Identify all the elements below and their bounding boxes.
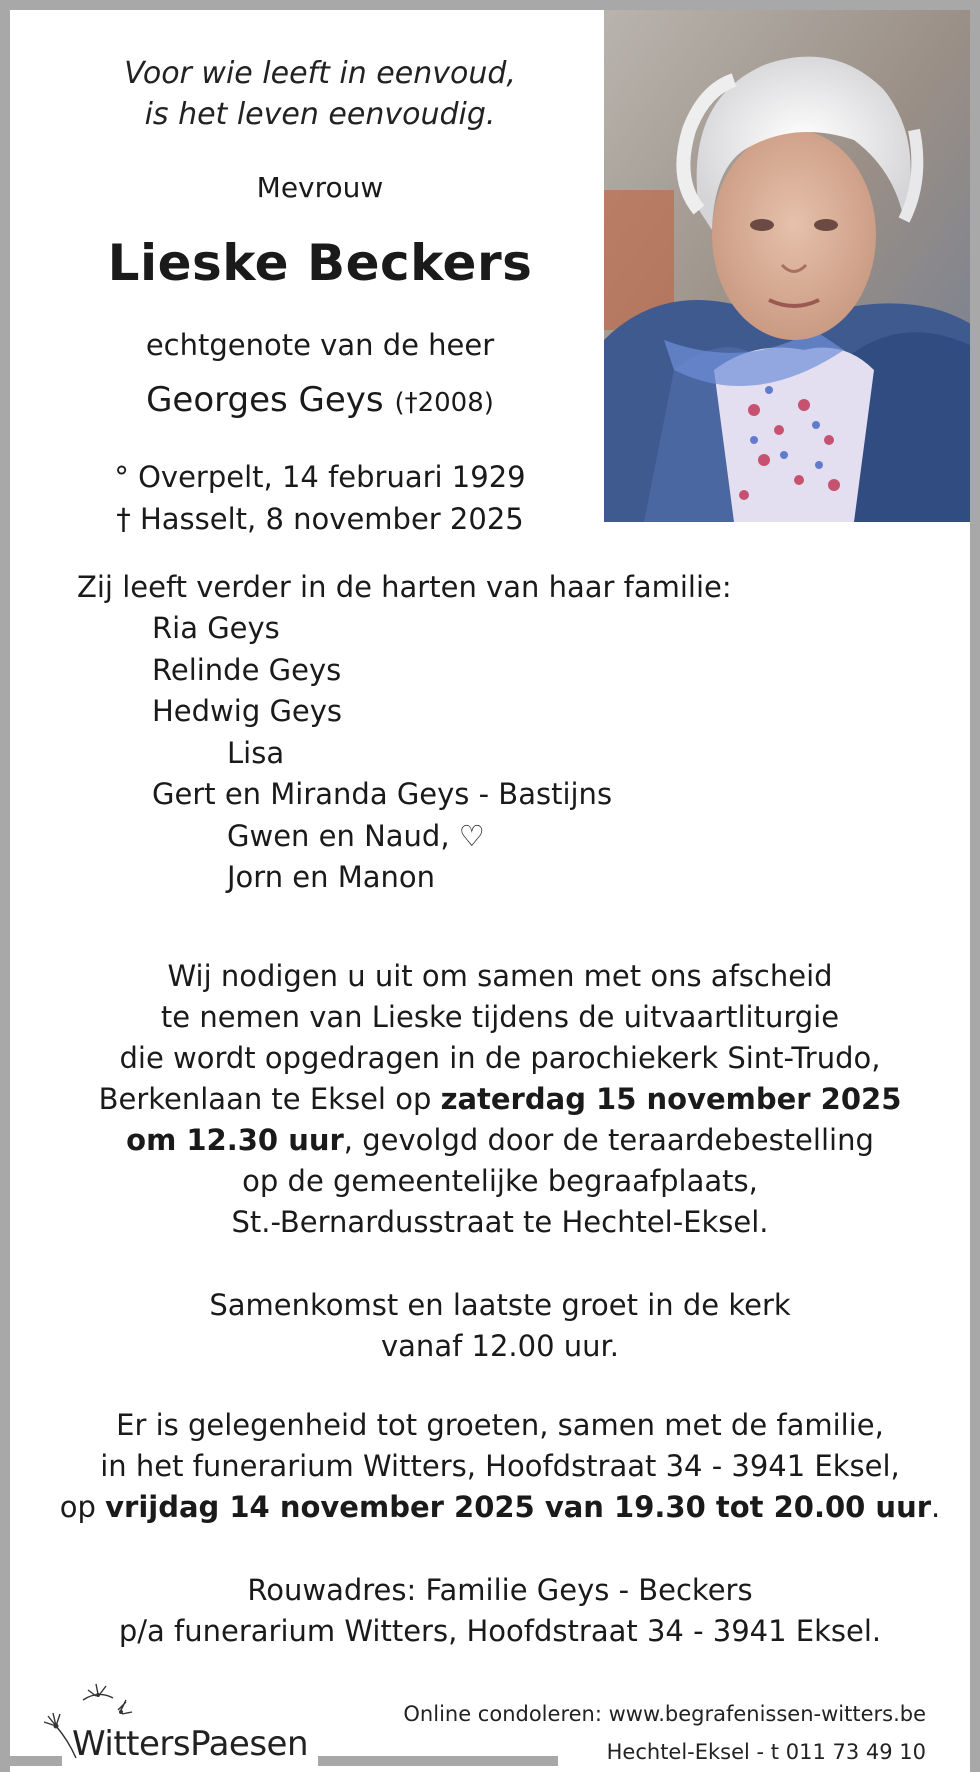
invitation-location: Berkenlaan te Eksel op bbox=[98, 1082, 441, 1116]
family-member: Hedwig Geys bbox=[152, 694, 343, 728]
family-member: Jorn en Manon bbox=[227, 860, 436, 894]
visitation-prefix: op bbox=[59, 1490, 106, 1524]
gathering-line: vanaf 12.00 uur. bbox=[381, 1329, 619, 1363]
life-dates bbox=[30, 456, 610, 540]
quote-line-2: is het leven eenvoudig. bbox=[144, 97, 496, 132]
portrait-photo bbox=[604, 10, 980, 522]
family-member: Lisa bbox=[227, 736, 285, 770]
mourning-address bbox=[20, 1570, 980, 1652]
invitation-line: te nemen van Lieske tijdens de uitvaartliturgie bbox=[160, 1000, 840, 1034]
visitation-suffix: . bbox=[931, 1490, 941, 1524]
invitation-line bbox=[20, 1079, 980, 1120]
family-intro: Zij leeft verder in de harten van haar familie: bbox=[77, 570, 732, 604]
gathering-info bbox=[20, 1285, 980, 1367]
funeral-date: zaterdag 15 november 2025 bbox=[440, 1082, 902, 1116]
invitation-line bbox=[20, 1120, 980, 1161]
address-line: p/a funerarium Witters, Hoofdstraat 34 - 3941 Eksel. bbox=[118, 1614, 882, 1648]
death-date: † Hasselt, 8 november 2025 bbox=[116, 502, 524, 536]
spouse-death-note: (†2008) bbox=[394, 388, 494, 418]
deceased-name: Lieske Beckers bbox=[107, 234, 533, 292]
quote-line-1: Voor wie leeft in eenvoud, bbox=[124, 56, 516, 91]
funeral-time: om 12.30 uur bbox=[126, 1123, 344, 1157]
portrait-image-icon bbox=[604, 10, 980, 522]
birth-date: ° Overpelt, 14 februari 1929 bbox=[114, 460, 526, 494]
family-member: Ria Geys bbox=[152, 611, 280, 645]
logo-wordmark: WittersPaesen bbox=[72, 1724, 308, 1764]
invitation-line: die wordt opgedragen in de parochiekerk Sint-Trudo, bbox=[119, 1041, 881, 1075]
invitation-line: op de gemeentelijke begraafplaats, bbox=[242, 1164, 758, 1198]
visitation-info bbox=[20, 1405, 980, 1528]
funeral-invitation bbox=[20, 956, 980, 1243]
honorific: Mevrouw bbox=[256, 171, 384, 204]
visitation-datetime: vrijdag 14 november 2025 van 19.30 tot 20.00 uur bbox=[105, 1490, 932, 1524]
footer-bar-right bbox=[318, 1756, 558, 1766]
visitation-line: in het funerarium Witters, Hoofdstraat 34 - 3941 Eksel, bbox=[100, 1449, 900, 1483]
invitation-burial: , gevolgd door de teraardebestelling bbox=[343, 1123, 874, 1157]
spouse-name-text: Georges Geys bbox=[146, 380, 384, 420]
online-condolence: Online condoleren: www.begrafenissen-witters.be bbox=[403, 1702, 926, 1726]
funeral-home-contact: Hechtel-Eksel - t 011 73 49 10 bbox=[606, 1740, 926, 1764]
quote bbox=[30, 53, 610, 135]
gathering-line: Samenkomst en laatste groet in de kerk bbox=[209, 1288, 791, 1322]
visitation-line bbox=[20, 1487, 980, 1528]
invitation-line: St.-Bernardusstraat te Hechtel-Eksel. bbox=[231, 1205, 769, 1239]
address-line: Rouwadres: Familie Geys - Beckers bbox=[247, 1573, 753, 1607]
footer-bar-left bbox=[0, 1756, 62, 1766]
relation-text: echtgenote van de heer bbox=[145, 328, 495, 362]
spouse-name bbox=[30, 380, 610, 420]
visitation-line: Er is gelegenheid tot groeten, samen met de familie, bbox=[116, 1408, 884, 1442]
family-member: Gwen en Naud, ♡ bbox=[227, 819, 485, 853]
invitation-line: Wij nodigen u uit om samen met ons afscheid bbox=[167, 959, 833, 993]
family-member: Relinde Geys bbox=[152, 653, 342, 687]
family-member: Gert en Miranda Geys - Bastijns bbox=[152, 777, 613, 811]
